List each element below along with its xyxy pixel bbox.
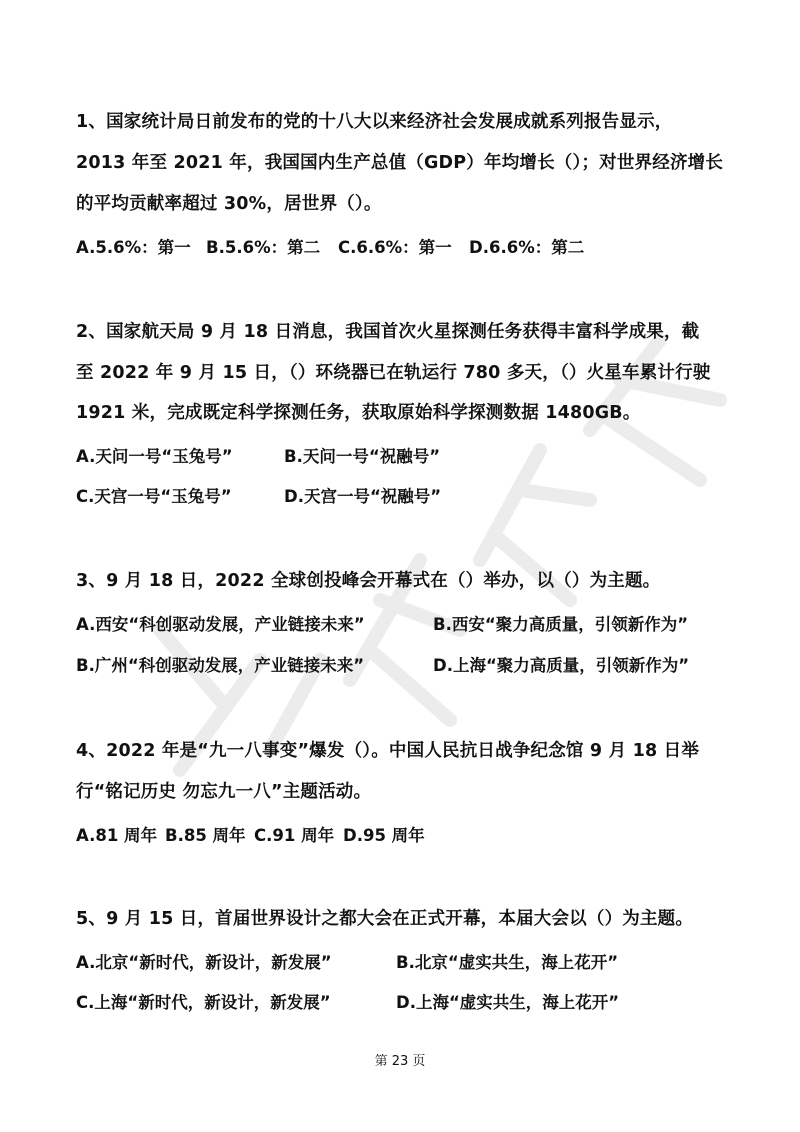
question-3-line-1: 3、9 月 18 日，2022 全球创投峰会开幕式在（）举办，以（）为主题。 xyxy=(76,571,661,591)
question-2-option-b: B.天问一号“祝融号” xyxy=(284,447,441,466)
question-5-option-d: D.上海“虚实共生，海上花开” xyxy=(396,993,620,1012)
question-2-line-1: 2、国家航天局 9 月 18 日消息，我国首次火星探测任务获得丰富科学成果，截 xyxy=(76,322,700,342)
question-4-option-c: C.91 周年 xyxy=(254,826,335,845)
question-2-line-2: 至 2022 年 9 月 15 日，（）环绕器已在轨运行 780 多天，（）火星车累计行驶 xyxy=(76,363,711,383)
question-1-line-1: 1、国家统计局日前发布的党的十八大以来经济社会发展成就系列报告显示， xyxy=(76,112,673,132)
question-5-option-b: B.北京“虚实共生，海上花开” xyxy=(396,953,619,972)
question-4-line-1: 4、2022 年是“九一八事变”爆发（）。中国人民抗日战争纪念馆 9 月 18 日举 xyxy=(76,741,700,761)
question-3-option-c: B.广州“科创驱动发展，产业链接未来” xyxy=(76,656,365,675)
question-1-option-c: C.6.6%：第一 xyxy=(338,238,452,257)
question-2-option-c: C.天宫一号“玉兔号” xyxy=(76,487,232,506)
question-1-line-3: 的平均贡献率超过 30%，居世界（）。 xyxy=(76,194,382,214)
question-4-option-d: D.95 周年 xyxy=(343,826,425,845)
question-4-option-b: B.85 周年 xyxy=(165,826,246,845)
question-3-option-d: D.上海“聚力高质量，引领新作为” xyxy=(433,656,690,675)
question-4-option-a: A.81 周年 xyxy=(76,826,158,845)
question-1-line-2: 2013 年至 2021 年，我国国内生产总值（GDP）年均增长（）；对世界经济增长 xyxy=(76,153,724,173)
question-2-line-3: 1921 米，完成既定科学探测任务，获取原始科学探测数据 1480GB。 xyxy=(76,403,641,423)
question-2-option-d: D.天宫一号“祝融号” xyxy=(284,487,442,506)
question-5-line-1: 5、9 月 15 日，首届世界设计之都大会在正式开幕，本届大会以（）为主题。 xyxy=(76,909,694,929)
question-3-option-b: B.西安“聚力高质量，引领新作为” xyxy=(433,615,689,634)
question-5-option-c: C.上海“新时代，新设计，新发展” xyxy=(76,993,331,1012)
question-1-option-d: D.6.6%：第二 xyxy=(469,238,585,257)
question-1-option-b: B.5.6%：第二 xyxy=(206,238,321,257)
page-number: 第 23 页 xyxy=(374,1054,426,1069)
question-4-line-2: 行“铭记历史 勿忘九一八”主题活动。 xyxy=(76,782,372,802)
question-3-option-a: A.西安“科创驱动发展，产业链接未来” xyxy=(76,615,365,634)
question-1-option-a: A.5.6%：第一 xyxy=(76,238,191,257)
question-2-option-a: A.天问一号“玉兔号” xyxy=(76,447,233,466)
question-5-option-a: A.北京“新时代，新设计，新发展” xyxy=(76,953,332,972)
